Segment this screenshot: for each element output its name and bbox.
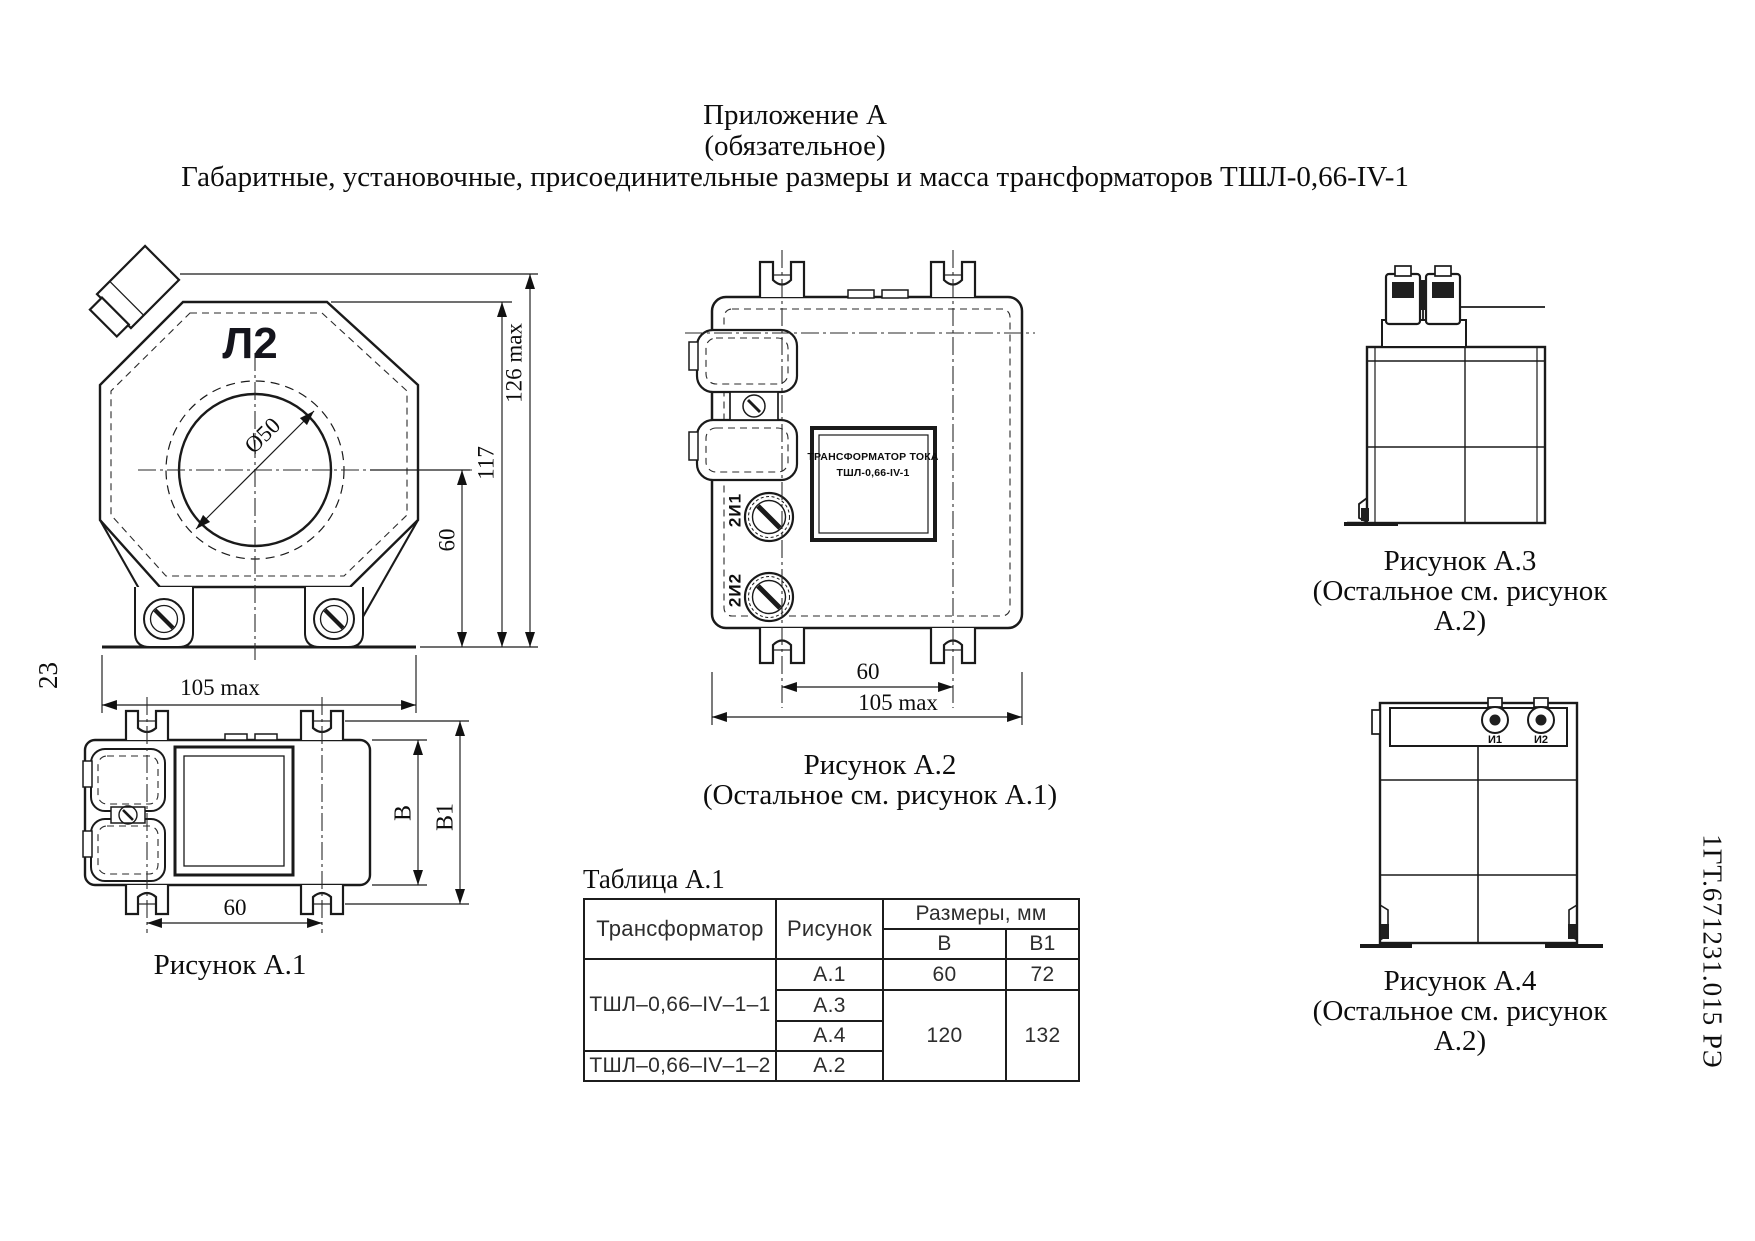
figure-a1-top-view-drawing (60, 235, 550, 730)
terminal-label-l2: Л2 (222, 319, 278, 368)
dim-b: В (390, 804, 417, 822)
top-terminal-clamps (1382, 266, 1466, 347)
col-header-figure: Рисунок (776, 899, 883, 959)
cell-figure-a3: А.3 (776, 990, 883, 1021)
cell-b1-132: 132 (1006, 990, 1079, 1081)
dim-60-vertical: 60 (434, 528, 460, 552)
cell-b-120: 120 (883, 990, 1006, 1081)
terminal-label-i1: И1 (1487, 734, 1503, 746)
terminal-label-2i2: 2И2 (725, 572, 745, 608)
title-block (110, 100, 1480, 193)
figure-a1-side-view-drawing (75, 695, 475, 940)
figure-a2-caption: Рисунок А.2 (803, 749, 957, 781)
page-number: 23 (33, 662, 63, 689)
figure-a1-caption: Рисунок А.1 (153, 949, 307, 981)
table-row (584, 959, 1079, 990)
dimensions-table (583, 898, 1080, 1082)
figure-a3-drawing (1340, 258, 1570, 543)
cell-figure-a1: А.1 (776, 959, 883, 990)
nameplate-line1: ТРАНСФОРМАТОР ТОКА (807, 451, 939, 463)
figure-a4-drawing (1360, 640, 1605, 960)
table-title: Таблица А.1 (583, 864, 725, 894)
cell-transformer-1: ТШЛ–0,66–IV–1–1 (584, 959, 776, 1051)
cell-b1-72: 72 (1006, 959, 1079, 990)
cell-b-60: 60 (883, 959, 1006, 990)
dim-60-holes: 60 (223, 895, 247, 920)
appendix-title: Приложение А (703, 99, 887, 131)
figure-a4-caption: Рисунок А.4 (1383, 965, 1537, 997)
figure-a3-caption: Рисунок А.3 (1383, 545, 1537, 577)
nameplate-line2: ТШЛ-0,66-IV-1 (836, 467, 910, 479)
dim-diameter-50: Ø50 (239, 412, 286, 459)
dim-105-max: 105 max (858, 690, 938, 715)
figure-a2-drawing (630, 248, 1050, 728)
figure-a2-caption-block (680, 750, 1080, 810)
mounting-feet (135, 587, 363, 647)
dim-60-holes: 60 (856, 659, 880, 684)
col-header-transformer: Трансформатор (584, 899, 776, 959)
figure-a3-caption-note: (Остальное см. рисунок А.2) (1312, 575, 1608, 637)
col-header-sizes: Размеры, мм (883, 899, 1079, 929)
col-header-b1: В1 (1006, 929, 1079, 959)
cell-figure-a4: А.4 (776, 1021, 883, 1051)
terminal-label-2i1: 2И1 (725, 492, 745, 528)
dim-105-max: 105 max (180, 675, 260, 700)
doc-number: 1ГТ.671231.015 РЭ (1697, 834, 1728, 1069)
figure-a4-caption-note: (Остальное см. рисунок А.2) (1312, 995, 1608, 1057)
appendix-description: Габаритные, установочные, присоединительные размеры и масса трансформаторов ТШЛ-0,66-IV-1 (181, 161, 1409, 193)
appendix-subtitle: (обязательное) (704, 130, 886, 162)
figure-a4-caption-block (1290, 966, 1630, 1056)
dim-126-max: 126 max (501, 323, 527, 403)
terminal-label-i2: И2 (1533, 734, 1549, 746)
dim-b1: В1 (432, 802, 459, 832)
primary-terminal-stub (86, 246, 179, 339)
figure-a2-caption-note: (Остальное см. рисунок А.1) (702, 779, 1058, 811)
cell-transformer-2: ТШЛ–0,66–IV–1–2 (584, 1051, 776, 1081)
col-header-b: В (883, 929, 1006, 959)
dim-117: 117 (473, 446, 499, 480)
figure-a3-caption-block (1290, 546, 1630, 636)
cell-figure-a2: А.2 (776, 1051, 883, 1081)
